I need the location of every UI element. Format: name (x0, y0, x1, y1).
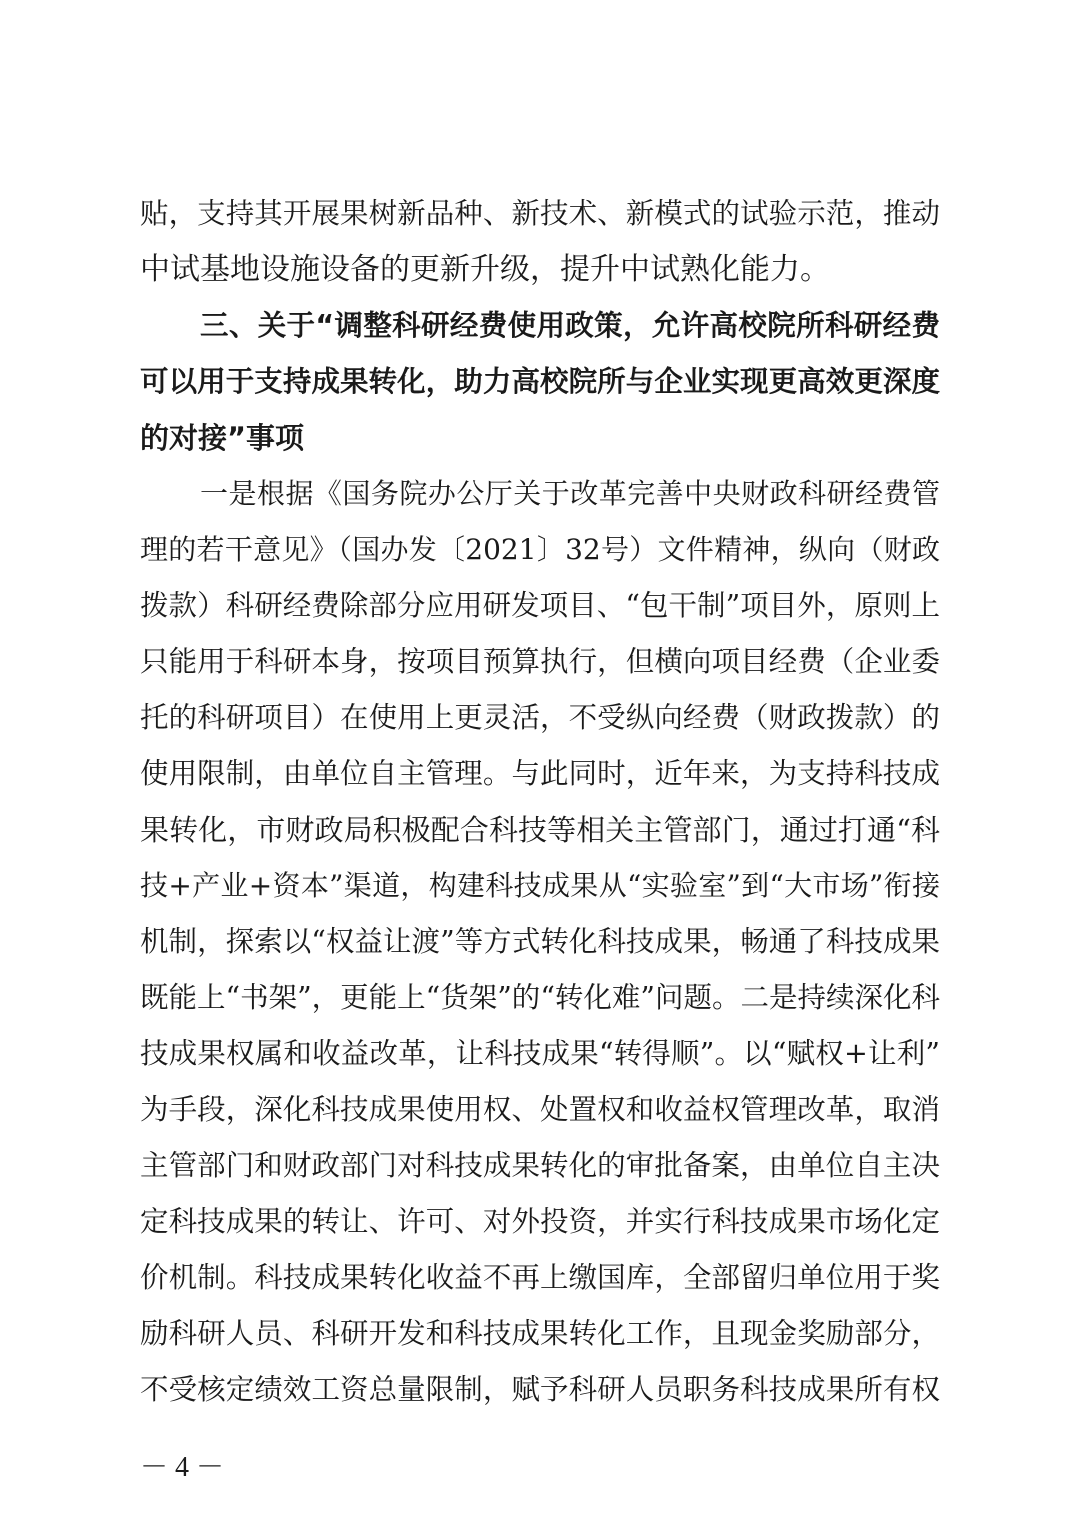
body-line: 托的科研项目）在使用上更灵活，不受纵向经费（财政拨款）的 (140, 701, 940, 734)
body-line: 既能上“书架”，更能上“货架”的“转化难”问题。二是持续深化科 (140, 981, 940, 1014)
body-line: 贴，支持其开展果树新品种、新技术、新模式的试验示范，推动 (140, 197, 940, 230)
body-line: 使用限制，由单位自主管理。与此同时，近年来，为支持科技成 (140, 757, 940, 790)
body-line: 理的若干意见》（国办发〔2021〕32号）文件精神，纵向（财政 (140, 533, 940, 566)
body-line: 技+产业+资本”渠道，构建科技成果从“实验室”到“大市场”衔接 (140, 869, 940, 902)
body-line: 定科技成果的转让、许可、对外投资，并实行科技成果市场化定 (140, 1205, 940, 1238)
body-line: 不受核定绩效工资总量限制，赋予科研人员职务科技成果所有权 (140, 1373, 940, 1406)
body-line: 中试基地设施设备的更新升级，提升中试熟化能力。 (140, 252, 830, 287)
body-line: 为手段，深化科技成果使用权、处置权和收益权管理改革，取消 (140, 1093, 940, 1126)
page-number: － 4 － (140, 1452, 225, 1483)
body-line: 机制，探索以“权益让渡”等方式转化科技成果，畅通了科技成果 (140, 925, 940, 958)
body-line: 果转化，市财政局积极配合科技等相关主管部门，通过打通“科 (140, 813, 940, 847)
section-heading-line: 三、关于“调整科研经费使用政策，允许高校院所科研经费 (200, 309, 940, 342)
body-line: 主管部门和财政部门对科技成果转化的审批备案，由单位自主决 (140, 1149, 940, 1182)
body-line: 一是根据《国务院办公厅关于改革完善中央财政科研经费管 (200, 477, 940, 510)
body-line: 拨款）科研经费除部分应用研发项目、“包干制”项目外，原则上 (140, 589, 940, 622)
section-heading-line: 的对接”事项 (140, 421, 305, 455)
body-line: 价机制。科技成果转化收益不再上缴国库，全部留归单位用于奖 (140, 1261, 940, 1294)
section-heading-line: 可以用于支持成果转化，助力高校院所与企业实现更高效更深度 (140, 365, 940, 398)
body-line: 励科研人员、科研开发和科技成果转化工作，且现金奖励部分， (140, 1317, 940, 1350)
body-line: 技成果权属和收益改革，让科技成果“转得顺”。以“赋权+让利” (140, 1037, 940, 1070)
body-line: 只能用于科研本身，按项目预算执行，但横向项目经费（企业委 (140, 645, 940, 678)
